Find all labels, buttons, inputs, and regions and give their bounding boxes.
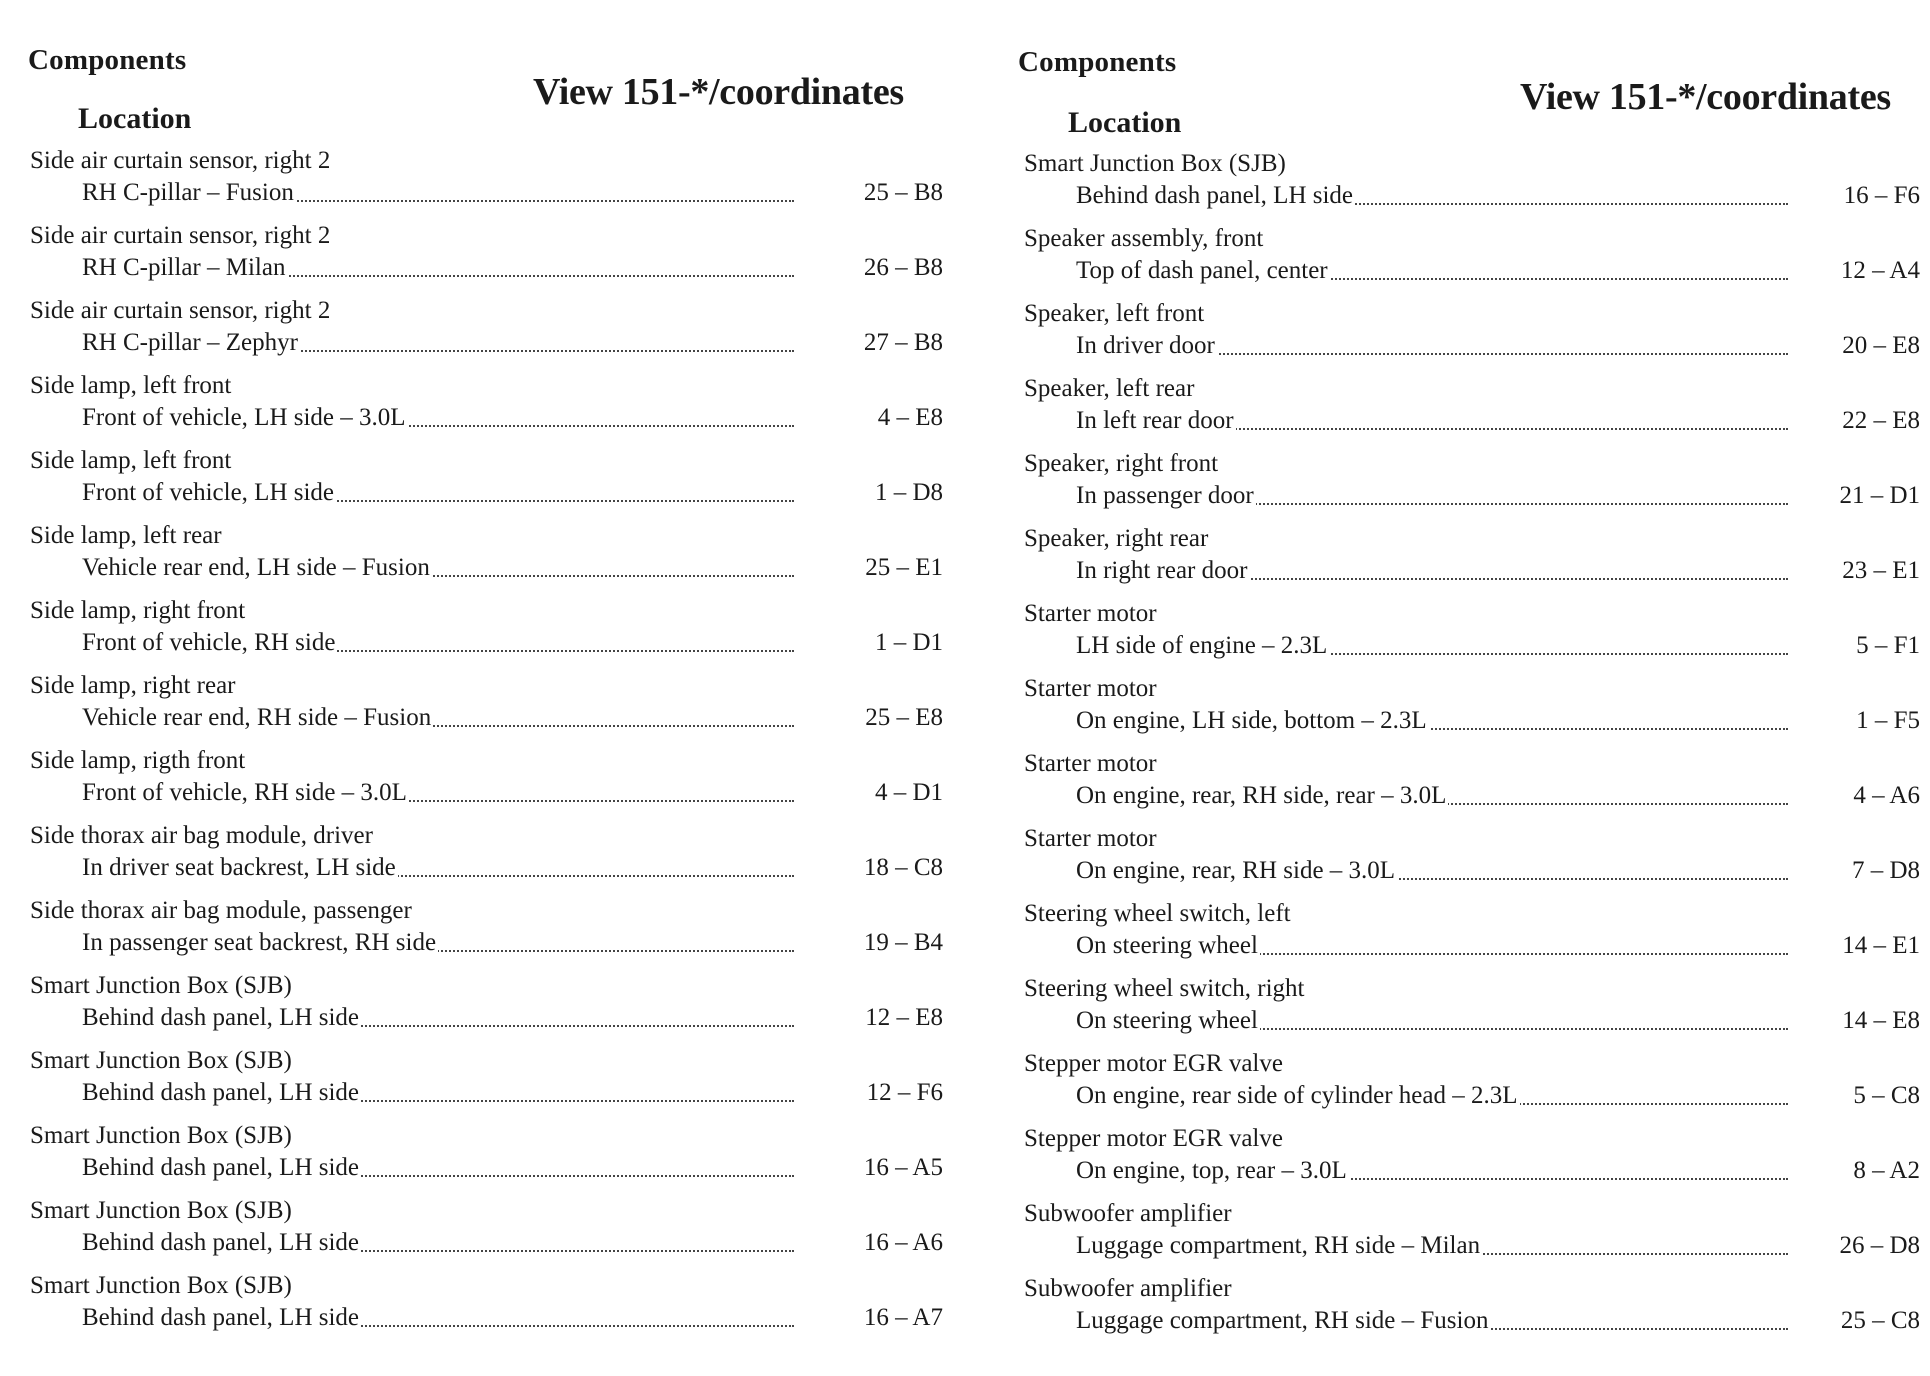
component-location: [1076, 406, 1788, 436]
component-location-text: On engine, top, rear – 3.0L: [1076, 1157, 1347, 1184]
component-location-text: On engine, rear side of cylinder head – 2.3L: [1076, 1082, 1518, 1109]
component-location-text: RH C-pillar – Milan: [82, 254, 286, 281]
component-name: Side lamp, right front: [30, 597, 246, 624]
component-name: Speaker assembly, front: [1024, 225, 1264, 252]
component-entry: [1022, 674, 1922, 749]
components-heading: Components: [1018, 46, 1177, 78]
component-name: Speaker, left front: [1024, 300, 1205, 327]
view-coordinate: 26 – B8: [863, 254, 943, 281]
component-location-text: Luggage compartment, RH side – Milan: [1076, 1232, 1481, 1259]
component-entry: [1022, 224, 1922, 299]
component-location: [82, 403, 794, 433]
view-coordinate: 4 – E8: [877, 404, 943, 431]
component-entry: [1022, 1049, 1922, 1124]
component-name: Speaker, right front: [1024, 450, 1219, 477]
view-coordinate: 14 – E1: [1842, 932, 1920, 959]
view-coordinate: 4 – A6: [1853, 782, 1920, 809]
component-entry: [1022, 749, 1922, 824]
entry-list: [28, 146, 943, 1346]
component-location-text: In passenger door: [1076, 482, 1254, 509]
component-location: [1076, 1156, 1788, 1186]
component-location-text: Front of vehicle, RH side: [82, 629, 336, 656]
view-coordinate: 8 – A2: [1853, 1157, 1920, 1184]
component-location: [1076, 256, 1788, 286]
component-entry: [28, 896, 943, 971]
component-entry: [28, 1196, 943, 1271]
component-name: Side air curtain sensor, right 2: [30, 147, 331, 174]
components-heading: Components: [28, 44, 187, 76]
component-name: Side lamp, left rear: [30, 522, 222, 549]
right-column: [1018, 0, 1918, 1376]
component-entry: [1022, 299, 1922, 374]
component-location-text: Behind dash panel, LH side: [1076, 182, 1354, 209]
component-location-text: On engine, rear, RH side, rear – 3.0L: [1076, 782, 1447, 809]
component-location-text: Behind dash panel, LH side: [82, 1079, 360, 1106]
component-location-text: Behind dash panel, LH side: [82, 1004, 360, 1031]
component-name: Stepper motor EGR valve: [1024, 1050, 1283, 1077]
component-location-text: In left rear door: [1076, 407, 1234, 434]
view-coordinate: 1 – D1: [874, 629, 943, 656]
component-location-text: In driver door: [1076, 332, 1215, 359]
view-coordinate: 23 – E1: [1842, 557, 1920, 584]
view-coordinate: 21 – D1: [1839, 482, 1920, 509]
location-heading: Location: [78, 102, 192, 135]
component-entry: [1022, 149, 1922, 224]
component-location-text: Vehicle rear end, LH side – Fusion: [82, 554, 430, 581]
component-entry: [1022, 449, 1922, 524]
view-coordinate: 7 – D8: [1851, 857, 1920, 884]
view-coordinate: 16 – F6: [1843, 182, 1920, 209]
view-coordinates-heading: View 151-*/coordinates: [1520, 76, 1891, 118]
view-coordinate: 12 – E8: [865, 1004, 943, 1031]
component-location-text: RH C-pillar – Zephyr: [82, 329, 298, 356]
component-entry: [1022, 1199, 1922, 1274]
component-location: [1076, 331, 1788, 361]
component-entry: [28, 521, 943, 596]
component-name: Side thorax air bag module, passenger: [30, 897, 412, 924]
component-name: Smart Junction Box (SJB): [30, 1047, 292, 1074]
component-name: Side air curtain sensor, right 2: [30, 297, 331, 324]
component-entry: [28, 971, 943, 1046]
component-name: Starter motor: [1024, 600, 1157, 627]
entry-list: [1022, 149, 1922, 1349]
component-name: Side lamp, right rear: [30, 672, 236, 699]
component-location-text: RH C-pillar – Fusion: [82, 179, 294, 206]
component-name: Side lamp, left front: [30, 447, 232, 474]
component-name: Starter motor: [1024, 675, 1157, 702]
component-entry: [1022, 1274, 1922, 1349]
view-coordinate: 5 – C8: [1853, 1082, 1920, 1109]
component-name: Steering wheel switch, right: [1024, 975, 1305, 1002]
component-entry: [28, 446, 943, 521]
component-location-text: Front of vehicle, LH side – 3.0L: [82, 404, 406, 431]
component-location: [1076, 481, 1788, 511]
component-name: Smart Junction Box (SJB): [30, 1272, 292, 1299]
component-name: Smart Junction Box (SJB): [30, 972, 292, 999]
component-entry: [1022, 974, 1922, 1049]
view-coordinate: 20 – E8: [1842, 332, 1920, 359]
component-location-text: Front of vehicle, LH side: [82, 479, 335, 506]
component-entry: [1022, 824, 1922, 899]
component-name: Speaker, left rear: [1024, 375, 1195, 402]
component-name: Stepper motor EGR valve: [1024, 1125, 1283, 1152]
view-coordinate: 12 – A4: [1840, 257, 1920, 284]
component-location: [82, 778, 794, 808]
component-location-text: Behind dash panel, LH side: [82, 1154, 360, 1181]
component-location: [82, 628, 794, 658]
component-location-text: In right rear door: [1076, 557, 1248, 584]
location-heading: Location: [1068, 106, 1182, 139]
component-entry: [28, 221, 943, 296]
component-name: Starter motor: [1024, 750, 1157, 777]
component-location: [82, 253, 794, 283]
view-coordinate: 16 – A6: [863, 1229, 943, 1256]
component-entry: [28, 671, 943, 746]
component-entry: [28, 146, 943, 221]
view-coordinate: 27 – B8: [863, 329, 943, 356]
component-entry: [28, 1271, 943, 1346]
view-coordinate: 16 – A7: [863, 1304, 943, 1331]
component-location: [82, 1303, 794, 1333]
component-name: Side air curtain sensor, right 2: [30, 222, 331, 249]
component-name: Smart Junction Box (SJB): [30, 1197, 292, 1224]
component-location: [82, 928, 794, 958]
view-coordinate: 25 – C8: [1840, 1307, 1920, 1334]
component-location-text: Vehicle rear end, RH side – Fusion: [82, 704, 432, 731]
view-coordinates-heading: View 151-*/coordinates: [533, 71, 904, 113]
component-location: [1076, 931, 1788, 961]
component-location-text: Luggage compartment, RH side – Fusion: [1076, 1307, 1489, 1334]
component-location: [1076, 1006, 1788, 1036]
component-name: Speaker, right rear: [1024, 525, 1209, 552]
component-location: [82, 553, 794, 583]
component-location-text: Front of vehicle, RH side – 3.0L: [82, 779, 407, 806]
component-name: Subwoofer amplifier: [1024, 1275, 1232, 1302]
component-entry: [1022, 1124, 1922, 1199]
component-entry: [28, 821, 943, 896]
component-location: [82, 703, 794, 733]
component-entry: [1022, 524, 1922, 599]
component-location: [1076, 1306, 1788, 1336]
component-location-text: On steering wheel: [1076, 1007, 1258, 1034]
component-location: [82, 853, 794, 883]
view-coordinate: 26 – D8: [1839, 1232, 1920, 1259]
component-location: [82, 478, 794, 508]
view-coordinate: 14 – E8: [1842, 1007, 1920, 1034]
component-name: Side lamp, left front: [30, 372, 232, 399]
view-coordinate: 22 – E8: [1842, 407, 1920, 434]
component-name: Side lamp, rigth front: [30, 747, 246, 774]
component-location: [1076, 856, 1788, 886]
view-coordinate: 12 – F6: [866, 1079, 943, 1106]
component-name: Side thorax air bag module, driver: [30, 822, 373, 849]
component-location: [1076, 631, 1788, 661]
component-entry: [28, 371, 943, 446]
component-location-text: On engine, rear, RH side – 3.0L: [1076, 857, 1396, 884]
component-entry: [28, 746, 943, 821]
view-coordinate: 16 – A5: [863, 1154, 943, 1181]
component-location-text: Top of dash panel, center: [1076, 257, 1328, 284]
component-location: [1076, 706, 1788, 736]
view-coordinate: 1 – D8: [874, 479, 943, 506]
component-location: [82, 328, 794, 358]
component-location-text: On steering wheel: [1076, 932, 1258, 959]
component-name: Subwoofer amplifier: [1024, 1200, 1232, 1227]
component-name: Smart Junction Box (SJB): [1024, 150, 1286, 177]
component-location-text: In passenger seat backrest, RH side: [82, 929, 437, 956]
component-location: [1076, 1081, 1788, 1111]
component-entry: [28, 596, 943, 671]
component-location-text: In driver seat backrest, LH side: [82, 854, 396, 881]
left-column: [28, 0, 943, 1376]
component-name: Smart Junction Box (SJB): [30, 1122, 292, 1149]
view-coordinate: 5 – F1: [1856, 632, 1920, 659]
component-name: Starter motor: [1024, 825, 1157, 852]
component-entry: [28, 1046, 943, 1121]
view-coordinate: 19 – B4: [863, 929, 943, 956]
component-location: [1076, 556, 1788, 586]
view-coordinate: 1 – F5: [1856, 707, 1920, 734]
component-location: [1076, 781, 1788, 811]
component-location-text: Behind dash panel, LH side: [82, 1304, 360, 1331]
component-location-text: Behind dash panel, LH side: [82, 1229, 360, 1256]
component-location-text: LH side of engine – 2.3L: [1076, 632, 1328, 659]
view-coordinate: 25 – E1: [865, 554, 943, 581]
component-entry: [1022, 374, 1922, 449]
component-location: [1076, 1231, 1788, 1261]
component-name: Steering wheel switch, left: [1024, 900, 1291, 927]
component-entry: [28, 296, 943, 371]
component-location: [82, 178, 794, 208]
component-location-text: On engine, LH side, bottom – 2.3L: [1076, 707, 1427, 734]
component-entry: [1022, 899, 1922, 974]
view-coordinate: 25 – B8: [863, 179, 943, 206]
component-location: [82, 1078, 794, 1108]
view-coordinate: 4 – D1: [874, 779, 943, 806]
component-location: [82, 1228, 794, 1258]
component-entry: [1022, 599, 1922, 674]
component-location: [82, 1153, 794, 1183]
component-location: [82, 1003, 794, 1033]
component-location: [1076, 181, 1788, 211]
view-coordinate: 25 – E8: [865, 704, 943, 731]
component-entry: [28, 1121, 943, 1196]
view-coordinate: 18 – C8: [863, 854, 943, 881]
